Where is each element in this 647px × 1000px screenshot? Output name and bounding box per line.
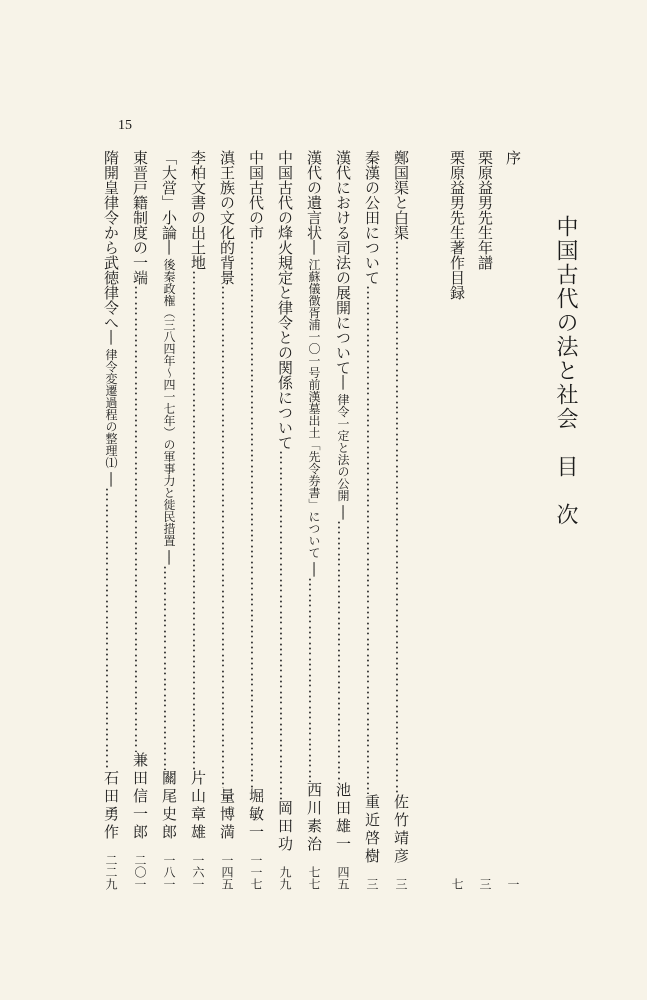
entry-title: 李柏文書の出土地 bbox=[189, 150, 207, 270]
entry-title: 漢代における司法の展開について bbox=[334, 150, 352, 375]
entry-page: 九九 bbox=[278, 866, 292, 890]
leader-dots bbox=[364, 285, 380, 794]
entry-page: 二二九 bbox=[104, 854, 118, 890]
entry-author: 堀敏一 bbox=[247, 788, 265, 842]
page-number: 15 bbox=[118, 118, 132, 133]
leader-dots bbox=[103, 487, 119, 770]
entry-author: 兼田信一郎 bbox=[131, 752, 149, 842]
leader-dots bbox=[277, 450, 293, 800]
entry-page: 三 bbox=[394, 878, 408, 890]
entry-author: 量博満 bbox=[218, 788, 236, 842]
toc-entry bbox=[190, 150, 206, 890]
toc-entry bbox=[132, 150, 148, 890]
toc-entry bbox=[219, 150, 235, 890]
entry-page: 一 bbox=[506, 878, 520, 890]
toc-entry bbox=[277, 150, 293, 890]
entry-author: 岡田功 bbox=[276, 800, 294, 854]
entry-page: 七七 bbox=[307, 866, 321, 890]
entry-title: 漢代の遺言状 bbox=[305, 150, 323, 240]
entry-page: 三 bbox=[365, 878, 379, 890]
entry-author: 關尾史郎 bbox=[160, 770, 178, 842]
toc-entry bbox=[335, 150, 351, 890]
leader-dots bbox=[161, 565, 177, 770]
leader-dots bbox=[306, 577, 322, 782]
entry-author: 西川素治 bbox=[305, 782, 323, 854]
entry-page: 七 bbox=[450, 878, 464, 890]
entry-title: 東晋戸籍制度の一端 bbox=[131, 150, 149, 285]
entry-title: 滇王族の文化的背景 bbox=[218, 150, 236, 285]
toc-entry-preface bbox=[505, 150, 521, 890]
toc-entry bbox=[393, 150, 409, 890]
entry-title: 「大営」小論 bbox=[160, 150, 178, 240]
entry-title: 秦漢の公田について bbox=[363, 150, 381, 285]
entry-title: 栗原益男先生著作目録 bbox=[448, 150, 466, 300]
toc-entry bbox=[306, 150, 322, 890]
entry-title: 鄭国渠と白渠 bbox=[392, 150, 410, 240]
entry-subtitle: ── 江蘇儀徴胥浦一〇一号前漢墓出土「先令券書」について ── bbox=[307, 240, 321, 577]
entry-page: 一六一 bbox=[191, 854, 205, 890]
toc-entry bbox=[364, 150, 380, 890]
entry-author: 重近啓樹 bbox=[363, 794, 381, 866]
toc-entry-chronology bbox=[477, 150, 493, 890]
entry-title: 序 bbox=[504, 150, 522, 165]
toc-entry-bibliography bbox=[449, 150, 465, 890]
entry-page: 二〇一 bbox=[133, 854, 147, 890]
toc-entry bbox=[248, 150, 264, 890]
entry-title: 隋開皇律令から武徳律令へ bbox=[102, 150, 120, 330]
leader-dots bbox=[132, 285, 148, 752]
toc-entry bbox=[103, 150, 119, 890]
entry-page: 一一七 bbox=[249, 854, 263, 890]
toc-entry bbox=[161, 150, 177, 890]
leader-dots bbox=[248, 240, 264, 788]
entry-page: 一八一 bbox=[162, 854, 176, 890]
entry-author: 池田雄一 bbox=[334, 782, 352, 854]
entry-author: 片山章雄 bbox=[189, 770, 207, 842]
entry-author: 佐竹靖彦 bbox=[392, 794, 410, 866]
entry-title: 中国古代の烽火規定と律令との関係について bbox=[276, 150, 294, 450]
entry-subtitle: ── 律令変遷過程の整理⑴ ── bbox=[104, 330, 118, 487]
entry-subtitle: ── 後秦政権（三八四年〜四一七年）の軍事力と徙民措置 ── bbox=[162, 240, 176, 565]
leader-dots bbox=[335, 520, 351, 782]
entry-page: 四五 bbox=[336, 866, 350, 890]
leader-dots bbox=[393, 240, 409, 794]
entry-page: 一四五 bbox=[220, 854, 234, 890]
entry-title: 栗原益男先生年譜 bbox=[476, 150, 494, 270]
entry-page: 三 bbox=[478, 878, 492, 890]
leader-dots bbox=[219, 285, 235, 788]
entry-author: 石田勇作 bbox=[102, 770, 120, 842]
entry-title: 中国古代の市 bbox=[247, 150, 265, 240]
book-title: 中国古代の法と社会 目 次 bbox=[553, 215, 578, 527]
leader-dots bbox=[190, 270, 206, 770]
entry-subtitle: ── 律令一定と法の公開 ── bbox=[336, 375, 350, 520]
